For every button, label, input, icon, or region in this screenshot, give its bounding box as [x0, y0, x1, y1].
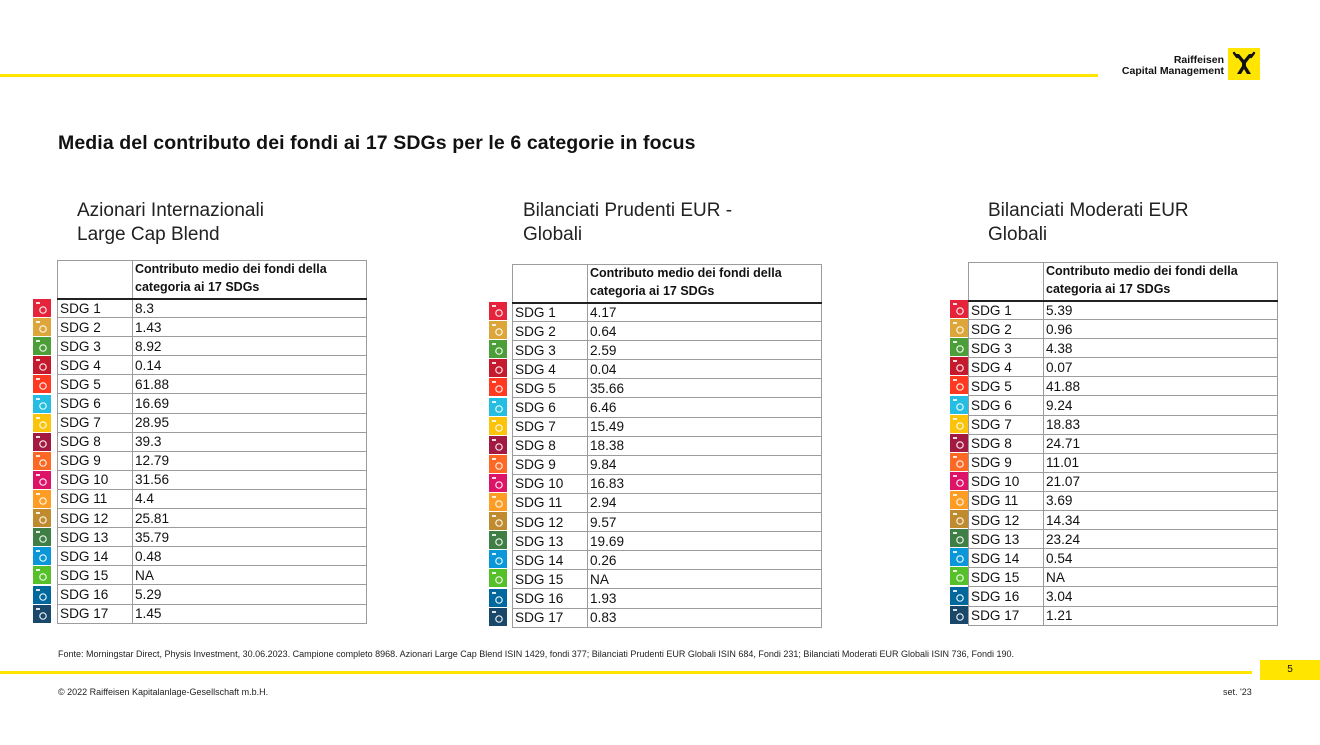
sdg-value-cell: 6.46	[588, 398, 822, 417]
sdg-value-cell: 24.71	[1044, 434, 1278, 453]
sdg-goal-icon	[33, 471, 51, 489]
sdg-label-cell: SDG 10	[58, 470, 133, 489]
sdg-value-cell: 0.83	[588, 608, 822, 627]
sdg-value-cell: 4.4	[133, 489, 367, 508]
logo-line-2: Capital Management	[1121, 65, 1224, 77]
sdg-value-cell: 16.83	[588, 474, 822, 493]
sdg-goal-icon	[950, 491, 968, 509]
sdg-value-cell: 16.69	[133, 394, 367, 413]
sdg-label-cell: SDG 1	[969, 301, 1044, 320]
sdg-goal-icon	[950, 472, 968, 490]
sdg-goal-icon	[489, 302, 507, 320]
section-heading-line: Large Cap Blend	[77, 224, 220, 245]
sdg-goal-icon	[33, 299, 51, 317]
sdg-label-cell: SDG 10	[513, 474, 588, 493]
sdg-value-cell: 8.92	[133, 337, 367, 356]
sdg-goal-icon	[33, 586, 51, 604]
sdg-value-cell: 0.64	[588, 322, 822, 341]
table-row	[969, 530, 1278, 549]
sdg-label-cell: SDG 9	[513, 455, 588, 474]
table-row	[513, 303, 822, 322]
sdg-label-cell: SDG 3	[513, 341, 588, 360]
sdg-value-cell: 9.24	[1044, 396, 1278, 415]
sdg-goal-icon	[489, 512, 507, 530]
sdg-goal-icon	[950, 415, 968, 433]
sdg-label-cell: SDG 6	[969, 396, 1044, 415]
table-row	[969, 568, 1278, 587]
sdg-table-prudenti	[512, 264, 822, 628]
table-row	[513, 551, 822, 570]
page-title: Media del contributo dei fondi ai 17 SDGs per le 6 categorie in focus	[58, 132, 696, 154]
sdg-value-cell: 0.26	[588, 551, 822, 570]
sdg-value-cell: 23.24	[1044, 530, 1278, 549]
sdg-value-cell: 0.04	[588, 360, 822, 379]
sdg-goal-icon	[489, 417, 507, 435]
sdg-value-cell: 0.54	[1044, 549, 1278, 568]
sdg-label-cell: SDG 8	[58, 432, 133, 451]
sdg-goal-icon	[950, 396, 968, 414]
table-row	[969, 377, 1278, 396]
table-row	[58, 432, 367, 451]
sdg-label-cell: SDG 1	[513, 303, 588, 322]
table-row	[58, 547, 367, 566]
sdg-value-cell: NA	[1044, 568, 1278, 587]
sdg-goal-icon	[33, 490, 51, 508]
sdg-goal-icon	[950, 587, 968, 605]
sdg-value-cell: 0.14	[133, 356, 367, 375]
sdg-value-cell: 25.81	[133, 509, 367, 528]
table-row	[969, 472, 1278, 491]
sdg-goal-icon	[950, 510, 968, 528]
section-heading-moderati	[988, 199, 1189, 247]
copyright-notice: © 2022 Raiffeisen Kapitalanlage-Gesellschaft m.b.H.	[58, 687, 269, 697]
sdg-value-cell: 1.21	[1044, 606, 1278, 625]
table-row	[58, 394, 367, 413]
table-header-empty	[58, 261, 133, 299]
table-row	[58, 566, 367, 585]
table-row	[513, 436, 822, 455]
sdg-value-cell: 3.69	[1044, 491, 1278, 510]
table-row	[58, 375, 367, 394]
sdg-label-cell: SDG 1	[58, 299, 133, 318]
footer-yellow-rule	[0, 671, 1252, 674]
sdg-label-cell: SDG 15	[969, 568, 1044, 587]
sdg-label-cell: SDG 9	[58, 451, 133, 470]
section-heading-line: Bilanciati Moderati EUR	[988, 200, 1189, 221]
sdg-label-cell: SDG 2	[513, 322, 588, 341]
table-row	[969, 511, 1278, 530]
sdg-value-cell: 18.83	[1044, 415, 1278, 434]
sdg-label-cell: SDG 15	[513, 570, 588, 589]
table-row	[513, 570, 822, 589]
sdg-label-cell: SDG 8	[969, 434, 1044, 453]
table-row	[969, 396, 1278, 415]
table-row	[58, 489, 367, 508]
sdg-goal-icon	[33, 547, 51, 565]
sdg-value-cell: 14.34	[1044, 511, 1278, 530]
sdg-value-cell: 1.45	[133, 604, 367, 623]
sdg-label-cell: SDG 3	[58, 337, 133, 356]
sdg-value-cell: 12.79	[133, 451, 367, 470]
sdg-label-cell: SDG 4	[58, 356, 133, 375]
section-heading-azionari	[77, 199, 264, 247]
sdg-goal-icon	[33, 528, 51, 546]
sdg-goal-icon	[950, 548, 968, 566]
date-label: set. '23	[1223, 687, 1252, 697]
sdg-label-cell: SDG 16	[513, 589, 588, 608]
sdg-table-moderati	[968, 262, 1278, 626]
sdg-label-cell: SDG 17	[58, 604, 133, 623]
section-heading-line: Globali	[523, 224, 583, 245]
table-row	[969, 549, 1278, 568]
sdg-goal-icon	[950, 434, 968, 452]
sdg-goal-icon	[950, 376, 968, 394]
sdg-goal-icon	[489, 589, 507, 607]
logo-wordmark	[1122, 55, 1224, 77]
table-header-empty	[969, 263, 1044, 301]
sdg-label-cell: SDG 4	[513, 360, 588, 379]
table-row	[513, 322, 822, 341]
table-row	[58, 528, 367, 547]
sdg-goal-icon	[950, 338, 968, 356]
sdg-label-cell: SDG 7	[513, 417, 588, 436]
sdg-goal-icon	[489, 608, 507, 626]
table-row	[513, 532, 822, 551]
sdg-goal-icon	[950, 357, 968, 375]
sdg-label-cell: SDG 12	[969, 511, 1044, 530]
sdg-goal-icon	[489, 455, 507, 473]
sdg-goal-icon	[489, 493, 507, 511]
sdg-goal-icon	[950, 606, 968, 624]
table-header: Contributo medio dei fondi della categoria ai 17 SDGs	[133, 261, 367, 299]
sdg-label-cell: SDG 14	[513, 551, 588, 570]
sdg-value-cell: 2.59	[588, 341, 822, 360]
sdg-goal-icon	[33, 356, 51, 374]
sdg-value-cell: 0.07	[1044, 358, 1278, 377]
sdg-value-cell: 31.56	[133, 470, 367, 489]
sdg-value-cell: 1.93	[588, 589, 822, 608]
sdg-value-cell: 2.94	[588, 493, 822, 512]
table-row	[58, 413, 367, 432]
sdg-goal-icon	[489, 378, 507, 396]
sdg-label-cell: SDG 5	[513, 379, 588, 398]
header-yellow-rule	[0, 74, 1098, 77]
sdg-goal-icon	[33, 337, 51, 355]
sdg-goal-icon	[489, 321, 507, 339]
sdg-label-cell: SDG 17	[513, 608, 588, 627]
sdg-value-cell: 19.69	[588, 532, 822, 551]
table-row	[969, 587, 1278, 606]
sdg-label-cell: SDG 7	[969, 415, 1044, 434]
sdg-goal-icon	[950, 529, 968, 547]
sdg-value-cell: 41.88	[1044, 377, 1278, 396]
table-row	[969, 491, 1278, 510]
sdg-goal-icon	[489, 550, 507, 568]
table-header-empty	[513, 265, 588, 303]
sdg-goal-icon	[489, 474, 507, 492]
table-row	[969, 453, 1278, 472]
table-row	[513, 455, 822, 474]
sdg-value-cell: 1.43	[133, 318, 367, 337]
table-row	[513, 608, 822, 627]
sdg-label-cell: SDG 2	[969, 320, 1044, 339]
table-row	[969, 358, 1278, 377]
sdg-value-cell: 9.84	[588, 455, 822, 474]
sdg-label-cell: SDG 11	[58, 489, 133, 508]
table-row	[969, 415, 1278, 434]
sdg-value-cell: 15.49	[588, 417, 822, 436]
sdg-label-cell: SDG 13	[513, 532, 588, 551]
table-row	[58, 470, 367, 489]
sdg-label-cell: SDG 5	[58, 375, 133, 394]
sdg-value-cell: 0.48	[133, 547, 367, 566]
table-row	[513, 341, 822, 360]
sdg-value-cell: NA	[133, 566, 367, 585]
sdg-value-cell: 9.57	[588, 513, 822, 532]
raiffeisen-logo	[1104, 48, 1264, 82]
sdg-goal-icon	[33, 375, 51, 393]
sdg-label-cell: SDG 16	[58, 585, 133, 604]
section-heading-line: Globali	[988, 224, 1048, 245]
sdg-label-cell: SDG 11	[969, 491, 1044, 510]
sdg-label-cell: SDG 12	[513, 513, 588, 532]
sdg-value-cell: 4.17	[588, 303, 822, 322]
sdg-goal-icon	[33, 395, 51, 413]
sdg-value-cell: 28.95	[133, 413, 367, 432]
sdg-goal-icon	[950, 453, 968, 471]
table-row	[58, 356, 367, 375]
sdg-label-cell: SDG 13	[58, 528, 133, 547]
sdg-value-cell: 21.07	[1044, 472, 1278, 491]
table-header: Contributo medio dei fondi della categoria ai 17 SDGs	[588, 265, 822, 303]
sdg-label-cell: SDG 14	[969, 549, 1044, 568]
sdg-label-cell: SDG 15	[58, 566, 133, 585]
sdg-goal-icon	[33, 452, 51, 470]
table-row	[513, 417, 822, 436]
sdg-goal-icon	[489, 340, 507, 358]
sdg-label-cell: SDG 11	[513, 493, 588, 512]
sdg-goal-icon	[33, 318, 51, 336]
table-row	[58, 509, 367, 528]
sdg-value-cell: 35.66	[588, 379, 822, 398]
sdg-value-cell: 35.79	[133, 528, 367, 547]
sdg-goal-icon	[950, 300, 968, 318]
sdg-goal-icon	[489, 436, 507, 454]
sdg-goal-icon	[33, 509, 51, 527]
section-heading-line: Bilanciati Prudenti EUR -	[523, 200, 733, 221]
table-row	[58, 337, 367, 356]
table-row	[969, 301, 1278, 320]
table-row	[58, 299, 367, 318]
sdg-label-cell: SDG 9	[969, 453, 1044, 472]
page-number: 5	[1260, 660, 1320, 680]
table-row	[969, 434, 1278, 453]
sdg-label-cell: SDG 6	[513, 398, 588, 417]
sdg-label-cell: SDG 17	[969, 606, 1044, 625]
sdg-value-cell: 5.39	[1044, 301, 1278, 320]
table-row	[58, 318, 367, 337]
sdg-label-cell: SDG 6	[58, 394, 133, 413]
sdg-label-cell: SDG 13	[969, 530, 1044, 549]
source-footnote: Fonte: Morningstar Direct, Physis Investment, 30.06.2023. Campione completo 8968. Azionari Large Cap Blend ISIN 1429, fondi 377; Bilanciati Prudenti EUR Globali ISIN 684, Fondi 231; Bilanciati Moderati EUR Globali ISIN 736, Fondi 190.	[58, 649, 1015, 659]
sdg-goal-icon	[489, 531, 507, 549]
logo-line-1: Raiffeisen	[1173, 54, 1224, 66]
sdg-goal-icon	[33, 414, 51, 432]
sdg-goal-icon	[489, 398, 507, 416]
table-row	[513, 379, 822, 398]
table-row	[58, 585, 367, 604]
sdg-label-cell: SDG 14	[58, 547, 133, 566]
sdg-value-cell: 8.3	[133, 299, 367, 318]
sdg-goal-icon	[33, 433, 51, 451]
sdg-goal-icon	[33, 605, 51, 623]
table-row	[513, 474, 822, 493]
table-row	[513, 589, 822, 608]
sdg-label-cell: SDG 3	[969, 339, 1044, 358]
sdg-goal-icon	[33, 566, 51, 584]
section-heading-prudenti	[523, 199, 732, 247]
table-row	[58, 451, 367, 470]
sdg-goal-icon	[950, 567, 968, 585]
sdg-value-cell: 4.38	[1044, 339, 1278, 358]
table-row	[513, 493, 822, 512]
table-header: Contributo medio dei fondi della categoria ai 17 SDGs	[1044, 263, 1278, 301]
sdg-value-cell: 11.01	[1044, 453, 1278, 472]
table-row	[513, 513, 822, 532]
sdg-label-cell: SDG 16	[969, 587, 1044, 606]
sdg-label-cell: SDG 7	[58, 413, 133, 432]
sdg-label-cell: SDG 12	[58, 509, 133, 528]
table-row	[513, 398, 822, 417]
sdg-value-cell: 39.3	[133, 432, 367, 451]
sdg-label-cell: SDG 2	[58, 318, 133, 337]
sdg-value-cell: 0.96	[1044, 320, 1278, 339]
sdg-table-azionari	[57, 260, 367, 624]
gable-cross-icon	[1228, 48, 1260, 80]
sdg-goal-icon	[489, 569, 507, 587]
sdg-label-cell: SDG 8	[513, 436, 588, 455]
sdg-label-cell: SDG 4	[969, 358, 1044, 377]
sdg-label-cell: SDG 10	[969, 472, 1044, 491]
sdg-value-cell: 5.29	[133, 585, 367, 604]
sdg-value-cell: 3.04	[1044, 587, 1278, 606]
sdg-goal-icon	[950, 319, 968, 337]
sdg-value-cell: 61.88	[133, 375, 367, 394]
sdg-label-cell: SDG 5	[969, 377, 1044, 396]
sdg-value-cell: 18.38	[588, 436, 822, 455]
section-heading-line: Azionari Internazionali	[77, 200, 264, 221]
table-row	[969, 339, 1278, 358]
sdg-value-cell: NA	[588, 570, 822, 589]
table-row	[58, 604, 367, 623]
table-row	[969, 606, 1278, 625]
table-row	[513, 360, 822, 379]
table-row	[969, 320, 1278, 339]
sdg-goal-icon	[489, 359, 507, 377]
